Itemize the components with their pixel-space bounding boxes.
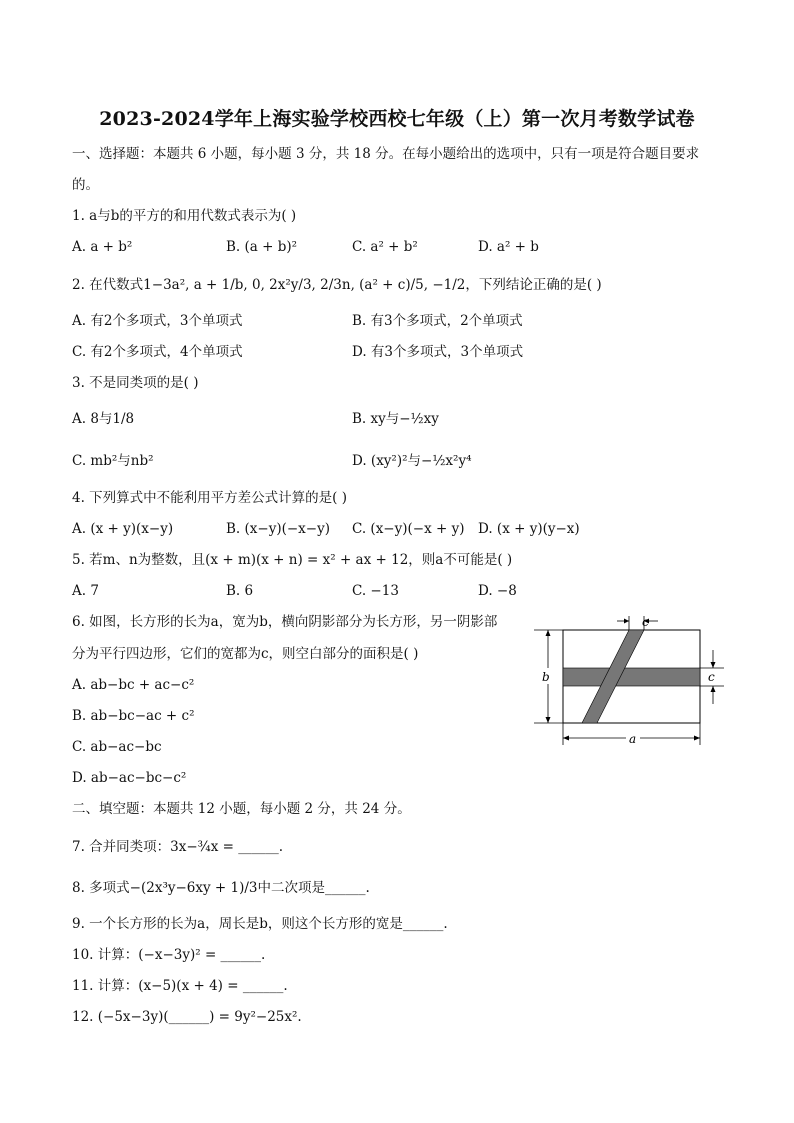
q6-option-c: C. ab−ac−bc [72,739,162,755]
q1-option-b: B. (a + b)² [226,239,298,255]
c-right-arrowhead-bottom [711,686,716,692]
section2-heading: 二、填空题：本题共 12 小题，每小题 2 分，共 24 分。 [72,801,411,817]
c-right-arrowhead-top [711,662,716,668]
page-title: 2023-2024学年上海实验学校西校七年级（上）第一次月考数学试卷 [99,108,695,130]
q6-option-d: D. ab−ac−bc−c² [72,770,187,786]
b-arrowhead-top [546,630,551,636]
b-arrowhead-bottom [546,717,551,723]
a-arrowhead-left [563,736,569,741]
q4-option-d: D. (x + y)(y−x) [478,521,580,537]
c-top-arrowhead-left [624,619,629,624]
label-c-right: c [708,670,715,684]
q6-option-b: B. ab−bc−ac + c² [72,708,195,724]
q4-option-b: B. (x−y)(−x−y) [226,521,330,537]
question-4-stem: 4. 下列算式中不能利用平方差公式计算的是( ) [72,490,347,506]
question-12: 12. (−5x−3y)(______) = 9y²−25x². [72,1009,302,1025]
section1-heading-line1: 一、选择题：本题共 6 小题，每小题 3 分，共 18 分。在每小题给出的选项中，只有一项是符合题目要求 [72,146,700,162]
q6-option-a: A. ab−bc + ac−c² [72,677,195,693]
question-8: 8. 多项式−(2x³y−6xy + 1)/3中二次项是______. [72,880,370,896]
label-c-top: c [642,615,649,629]
question-6-stem-line1: 6. 如图，长方形的长为a，宽为b，横向阴影部分为长方形，另一阴影部 [72,614,498,630]
question-10: 10. 计算：(−x−3y)² = ______. [72,947,266,963]
q1-option-d: D. a² + b [478,239,539,255]
q2-option-b: B. 有3个多项式，2个单项式 [352,313,523,329]
question-6-stem-line2: 分为平行四边形，它们的宽都为c，则空白部分的面积是( ) [72,646,419,662]
q1-option-a: A. a + b² [72,239,133,255]
section1-heading-line2: 的。 [72,177,99,193]
q2-option-d: D. 有3个多项式，3个单项式 [352,344,524,360]
label-a: a [629,732,637,746]
question-5-stem: 5. 若m、n为整数，且(x + m)(x + n) = x² + ax + 12，则a不可能是( ) [72,552,513,568]
rectangle-figure [530,610,730,750]
q2-option-c: C. 有2个多项式，4个单项式 [72,344,243,360]
question-11: 11. 计算：(x−5)(x + 4) = ______. [72,978,288,994]
q3-option-d: D. (xy²)²与−½x²y⁴ [352,453,472,469]
q4-option-a: A. (x + y)(x−y) [72,521,174,537]
question-3-stem: 3. 不是同类项的是( ) [72,375,199,391]
q5-option-c: C. −13 [352,583,399,599]
q2-option-a: A. 有2个多项式，3个单项式 [72,313,243,329]
label-b: b [542,670,550,684]
q3-option-b: B. xy与−½xy [352,411,439,427]
q3-option-a: A. 8与1/8 [72,411,135,427]
question-9: 9. 一个长方形的长为a，周长是b，则这个长方形的宽是______. [72,916,448,932]
question-2-stem: 2. 在代数式1−3a², a + 1/b, 0, 2x²y/3, 2/3n, (a² + c)/5, −1/2，下列结论正确的是( ) [72,277,602,293]
q3-option-c: C. mb²与nb² [72,453,154,469]
question-1-stem: 1. a与b的平方的和用代数式表示为( ) [72,208,297,224]
q5-option-b: B. 6 [226,583,254,599]
horizontal-shaded-strip [563,668,700,686]
a-arrowhead-right [694,736,700,741]
q4-option-c: C. (x−y)(−x + y) [352,521,465,537]
q1-option-c: C. a² + b² [352,239,418,255]
q5-option-a: A. 7 [72,583,99,599]
q5-option-d: D. −8 [478,583,517,599]
question-7: 7. 合并同类项：3x−¾x = ______. [72,839,284,855]
